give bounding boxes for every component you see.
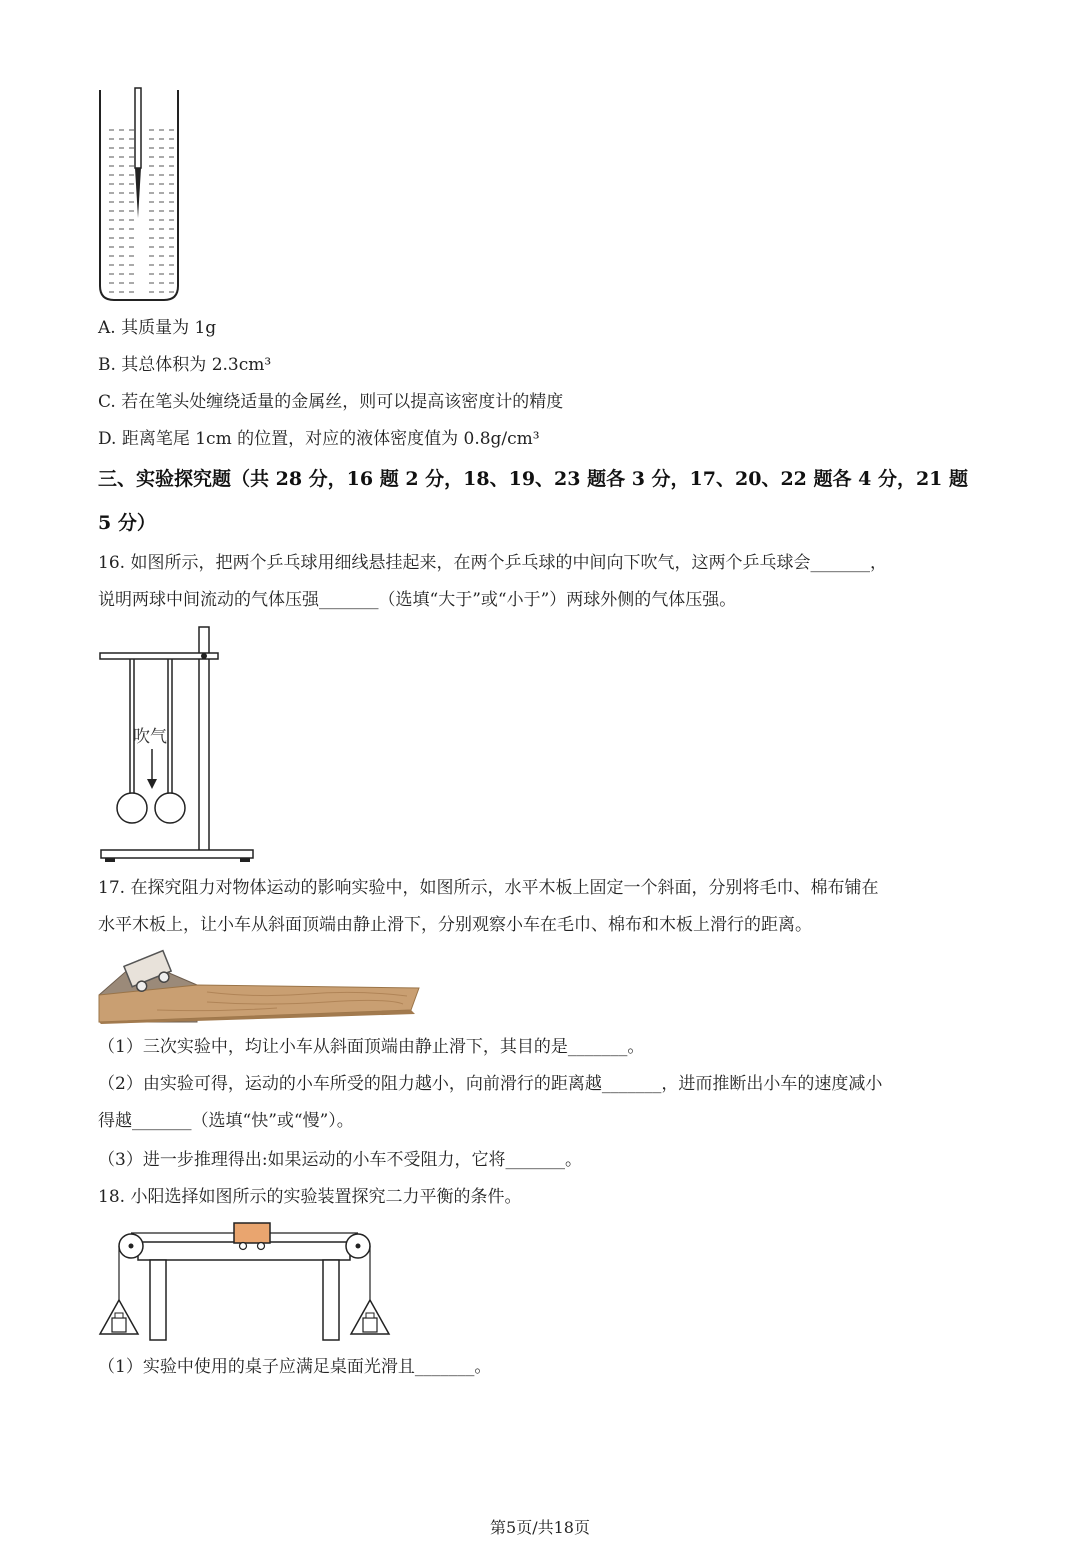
incline-board-figure [97,950,419,1025]
density-meter-figure [95,88,185,303]
q17-sub2-line2: 得越_______（选填“快”或“慢”）。 [98,1111,354,1131]
ping-pong-figure [98,625,258,865]
balance-apparatus-figure [98,1220,393,1345]
option-b: B. 其总体积为 2.3cm³ [98,355,272,375]
option-d: D. 距离笔尾 1cm 的位置，对应的液体密度值为 0.8g/cm³ [98,429,540,449]
q16-text-line1: 16. 如图所示，把两个乒乓球用细线悬挂起来，在两个乒乓球的中间向下吹气，这两个乒乓球会_______， [98,553,887,573]
q18-text-line1: 18. 小阳选择如图所示的实验装置探究二力平衡的条件。 [98,1187,522,1207]
section-heading: 三、实验探究题（共 28 分，16 题 2 分，18、19、23 题各 3 分，17、20、22 题各 4 分，21 题 [98,468,969,490]
section-heading-cont: 5 分） [98,512,156,534]
q17-sub3: （3）进一步推理得出:如果运动的小车不受阻力，它将_______。 [98,1150,583,1170]
blow-label: 吹气 [133,727,167,747]
option-a: A. 其质量为 1g [98,318,217,338]
q16-text-line2: 说明两球中间流动的气体压强_______（选填“大于”或“小于”）两球外侧的气体压强。 [98,590,737,610]
q17-sub1: （1）三次实验中，均让小车从斜面顶端由静止滑下，其目的是_______。 [98,1037,645,1057]
q17-sub2-line1: （2）由实验可得，运动的小车所受的阻力越小，向前滑行的距离越_______，进而推断出小车的速度减小 [98,1074,883,1094]
page-number: 第5页/共18页 [490,1518,590,1537]
option-c: C. 若在笔头处缠绕适量的金属丝，则可以提高该密度计的精度 [98,392,564,412]
q17-text-line2: 水平木板上，让小车从斜面顶端由静止滑下，分别观察小车在毛巾、棉布和木板上滑行的距离。 [98,915,812,935]
q17-text-line1: 17. 在探究阻力对物体运动的影响实验中，如图所示，水平木板上固定一个斜面，分别将毛巾、棉布铺在 [98,878,879,898]
q18-sub1: （1）实验中使用的桌子应满足桌面光滑且_______。 [98,1357,492,1377]
